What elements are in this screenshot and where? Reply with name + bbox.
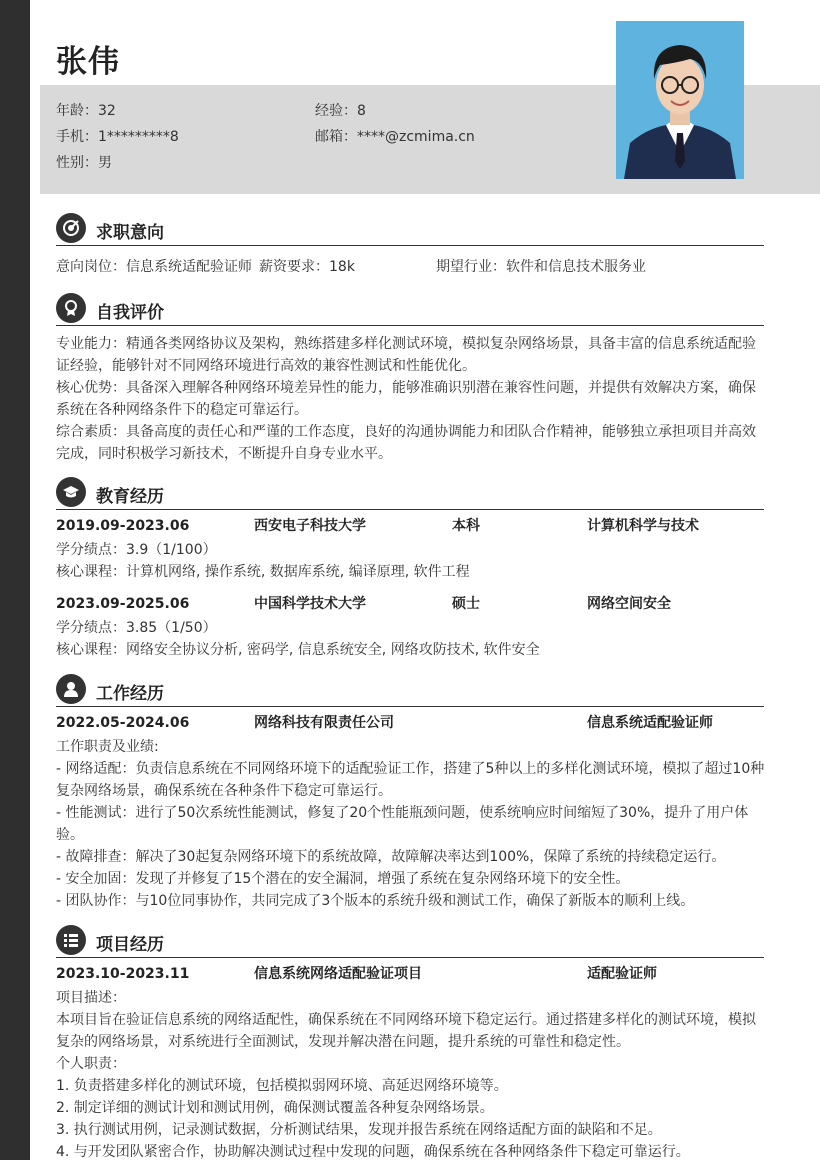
badge-icon [56, 293, 86, 323]
edu-courses: 核心课程：网络安全协议分析, 密码学, 信息系统安全, 网络攻防技术, 软件安全 [56, 642, 540, 658]
edu-gpa: 学分绩点：3.85（1/50） [56, 620, 217, 636]
section-title: 项目经历 [96, 935, 164, 955]
section-title: 自我评价 [96, 303, 164, 323]
work-bullet: - 网络适配：负责信息系统在不同网络环境下的适配验证工作，搭建了5种以上的多样化测试环境，模拟了超过10种复杂网络场景，确保系统在各种条件下稳定可靠运行。 [56, 761, 765, 799]
work-bullet: - 故障排查：解决了30起复杂网络环境下的系统故障，故障解决率达到100%，保障了系统的持续稳定运行。 [56, 849, 726, 865]
self-eval-strength: 核心优势：具备深入理解各种网络环境差异性的能力，能够准确识别潜在兼容性问题，并提供有效解决方案，确保系统在各种网络条件下的稳定可靠运行。 [56, 380, 756, 418]
work-period: 2022.05-2024.06 [56, 715, 190, 731]
edu-major: 网络空间安全 [587, 596, 671, 612]
section-self-header [56, 293, 764, 326]
edu-degree: 本科 [452, 518, 480, 534]
edu-major: 计算机科学与技术 [587, 518, 699, 534]
edu-gpa: 学分绩点：3.9（1/100） [56, 542, 217, 558]
age-field: 年龄：32 [56, 103, 116, 119]
graduation-cap-icon [56, 477, 86, 507]
edu-courses: 核心课程：计算机网络, 操作系统, 数据库系统, 编译原理, 软件工程 [56, 564, 470, 580]
work-role: 信息系统适配验证师 [587, 715, 713, 731]
email-field: 邮箱：****@zcmima.cn [315, 129, 475, 145]
project-duty: 3. 执行测试用例，记录测试数据，分析测试结果，发现并报告系统在网络适配方面的缺陷和不足。 [56, 1122, 662, 1138]
project-duty: 4. 与开发团队紧密合作，协助解决测试过程中发现的问题，确保系统在各种网络条件下稳定可靠运行。 [56, 1144, 690, 1160]
section-title: 求职意向 [96, 223, 164, 243]
project-name: 信息系统网络适配验证项目 [254, 966, 422, 982]
intent-position: 意向岗位：信息系统适配验证师 [56, 259, 252, 275]
section-work-header [56, 674, 764, 707]
edu-period: 2023.09-2025.06 [56, 596, 190, 612]
phone-field: 手机：1*********8 [56, 129, 179, 145]
gender-field: 性别：男 [56, 155, 112, 171]
project-role: 适配验证师 [587, 966, 657, 982]
project-period: 2023.10-2023.11 [56, 966, 190, 982]
profile-photo [616, 21, 744, 179]
self-eval-skill: 专业能力：精通各类网络协议及架构，熟练搭建多样化测试环境，模拟复杂网络场景，具备丰富的信息系统适配验证经验，能够针对不同网络环境进行高效的兼容性测试和性能优化。 [56, 336, 756, 374]
section-intent-header [56, 213, 764, 246]
self-eval-quality: 综合素质：具备高度的责任心和严谨的工作态度，良好的沟通协调能力和团队合作精神，能够独立承担项目并高效完成，同时积极学习新技术，不断提升自身专业水平。 [56, 424, 756, 462]
intent-salary: 薪资要求：18k [259, 259, 355, 275]
edu-degree: 硕士 [452, 596, 480, 612]
edu-period: 2019.09-2023.06 [56, 518, 190, 534]
target-icon [56, 213, 86, 243]
candidate-name: 张伟 [56, 44, 120, 80]
experience-field: 经验：8 [315, 103, 366, 119]
person-icon [56, 674, 86, 704]
section-title: 教育经历 [96, 487, 164, 507]
work-bullet: - 团队协作：与10位同事协作，共同完成了3个版本的系统升级和测试工作，确保了新版本的顺利上线。 [56, 893, 695, 909]
work-company: 网络科技有限责任公司 [254, 715, 394, 731]
work-bullet: - 性能测试：进行了50次系统性能测试，修复了20个性能瓶颈问题，使系统响应时间缩短了30%，提升了用户体验。 [56, 805, 749, 843]
project-duty-heading: 个人职责： [56, 1056, 126, 1072]
section-project-header [56, 925, 764, 958]
section-education-header [56, 477, 764, 510]
project-desc-heading: 项目描述： [56, 990, 126, 1006]
work-bullet: - 安全加固：发现了并修复了15个潜在的安全漏洞，增强了系统在复杂网络环境下的安全性。 [56, 871, 630, 887]
work-duty-heading: 工作职责及业绩: [56, 739, 159, 755]
project-duty: 1. 负责搭建多样化的测试环境，包括模拟弱网环境、高延迟网络环境等。 [56, 1078, 508, 1094]
intent-industry: 期望行业：软件和信息技术服务业 [436, 259, 646, 275]
list-icon [56, 925, 86, 955]
project-desc: 本项目旨在验证信息系统的网络适配性，确保系统在不同网络环境下稳定运行。通过搭建多样化的测试环境，模拟复杂的网络场景，对系统进行全面测试，发现并解决潜在问题，提升系统的可靠性和稳定性。 [56, 1012, 756, 1050]
project-duty: 2. 制定详细的测试计划和测试用例，确保测试覆盖各种复杂网络场景。 [56, 1100, 494, 1116]
section-title: 工作经历 [96, 684, 164, 704]
left-sidebar-bar [0, 0, 30, 1160]
edu-school: 中国科学技术大学 [254, 596, 366, 612]
edu-school: 西安电子科技大学 [254, 518, 366, 534]
